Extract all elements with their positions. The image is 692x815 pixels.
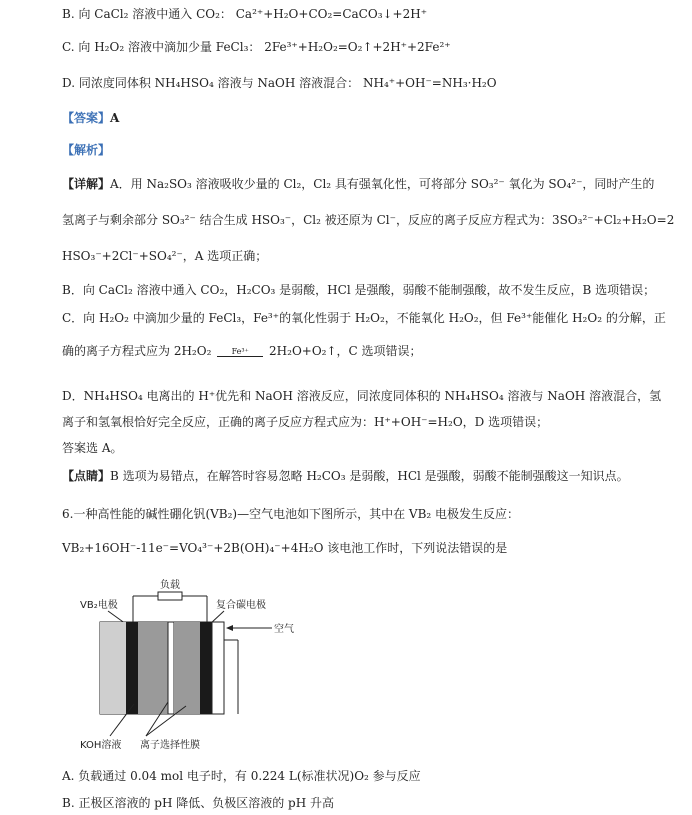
- vb2-electrode: [126, 622, 138, 714]
- load-label: 负载: [160, 580, 180, 591]
- detail-label: 【详解】: [62, 177, 111, 191]
- option-letter: D.: [62, 76, 76, 90]
- air-side: [212, 622, 224, 714]
- option-letter: C.: [62, 40, 75, 54]
- vb2-electrode-label: VB₂电极: [80, 600, 118, 611]
- choice-a: A. 负载通过 0.04 mol 电子时，有 0.224 L(标准状况)O₂ 参与反应: [62, 769, 421, 783]
- detail-a-line1: [62, 176, 654, 192]
- option-text: 向 H₂O₂ 溶液中滴加少量 FeCl₃：: [78, 40, 261, 54]
- detail-c-line2: [62, 343, 422, 359]
- air-label: 空气: [274, 624, 294, 635]
- equation-left: 确的离子方程式应为 2H₂O₂: [62, 344, 212, 358]
- answer-value: A: [110, 111, 120, 125]
- detail-a-line2: 氢离子与剩余部分 SO₃²⁻ 结合生成 HSO₃⁻，Cl₂ 被还原为 Cl⁻，反应的离子反应方程式为：3SO₃²⁻+Cl₂+H₂O=2: [62, 213, 675, 227]
- option-letter: B.: [62, 7, 75, 21]
- detail-b-line: B．向 CaCl₂ 溶液中通入 CO₂，H₂CO₃ 是弱酸，HCl 是强酸，弱酸不能制强酸，故不发生反应，B 选项错误；: [62, 283, 656, 297]
- key-point: [62, 468, 629, 484]
- catalyst-label: Fe³⁺: [231, 346, 249, 356]
- key-point-text: B 选项为易错点，在解答时容易忽略 H₂CO₃ 是弱酸，HCl 是强酸，弱酸不能制强酸这一知识点。: [110, 469, 629, 483]
- battery-diagram: [76, 576, 338, 754]
- ion-membrane: [168, 622, 174, 714]
- key-point-label: 【点睛】: [62, 469, 111, 483]
- choice-b: B. 正极区溶液的 pH 降低、负极区溶液的 pH 升高: [62, 796, 334, 810]
- detail-a-line3: HSO₃⁻+2Cl⁻+SO₄²⁻，A 选项正确；: [62, 249, 268, 263]
- option-equation: 2Fe³⁺+H₂O₂=O₂↑+2H⁺+2Fe²⁺: [264, 40, 451, 54]
- battery-svg: [76, 576, 338, 754]
- cathode-solution: [174, 622, 200, 714]
- composite-carbon-label: 复合碳电极: [216, 600, 266, 611]
- detail-text: A．用 Na₂SO₃ 溶液吸收少量的 Cl₂，Cl₂ 具有强氧化性，可将部分 SO₃²⁻ 氧化为 SO₄²⁻，同时产生的: [110, 177, 655, 191]
- option-text: 向 CaCl₂ 溶液中通入 CO₂：: [78, 7, 232, 21]
- detail-conclusion: 答案选 A。: [62, 441, 123, 455]
- option-b-top: [62, 6, 427, 22]
- koh-solution-left: [100, 622, 126, 714]
- answer-label: 【答案】: [62, 111, 111, 125]
- anode-solution: [138, 622, 168, 714]
- analysis-label: 【解析】: [62, 143, 111, 157]
- air-arrow-head: [226, 625, 233, 631]
- load-resistor: [158, 592, 182, 600]
- option-equation: NH₄⁺+OH⁻=NH₃·H₂O: [363, 76, 497, 90]
- detail-c-line1: C．向 H₂O₂ 中滴加少量的 FeCl₃，Fe³⁺的氧化性弱于 H₂O₂，不能氧化 H₂O₂，但 Fe³⁺能催化 H₂O₂ 的分解，正: [62, 311, 666, 325]
- carbon-electrode: [200, 622, 212, 714]
- answer-row: [62, 110, 119, 126]
- reaction-bar: [217, 356, 263, 357]
- option-equation: Ca²⁺+H₂O+CO₂=CaCO₃↓+2H⁺: [235, 7, 428, 21]
- detail-d-line2: 离子和氢氧根恰好完全反应，正确的离子反应方程式应为：H⁺+OH⁻=H₂O，D 选项错误；: [62, 415, 549, 429]
- catalyst-arrow: [215, 347, 265, 357]
- option-c-top: [62, 39, 451, 55]
- koh-label: KOH溶液: [80, 740, 122, 751]
- option-text: 同浓度同体积 NH₄HSO₄ 溶液与 NaOH 溶液混合：: [78, 76, 360, 90]
- membrane-label: 离子选择性膜: [140, 740, 200, 751]
- question6-line1: 6.一种高性能的碱性硼化钒(VB₂)—空气电池如下图所示，其中在 VB₂ 电极发生反应：: [62, 507, 520, 521]
- option-d-top: [62, 75, 497, 91]
- equation-right: 2H₂O+O₂↑，C 选项错误；: [269, 344, 422, 358]
- question6-line2: VB₂+16OH⁻-11e⁻=VO₄³⁻+2B(OH)₄⁻+4H₂O 该电池工作时，下列说法错误的是: [62, 541, 508, 555]
- detail-d-line1: D．NH₄HSO₄ 电离出的 H⁺优先和 NaOH 溶液反应，同浓度同体积的 NH₄HSO₄ 溶液与 NaOH 溶液混合，氢: [62, 389, 662, 403]
